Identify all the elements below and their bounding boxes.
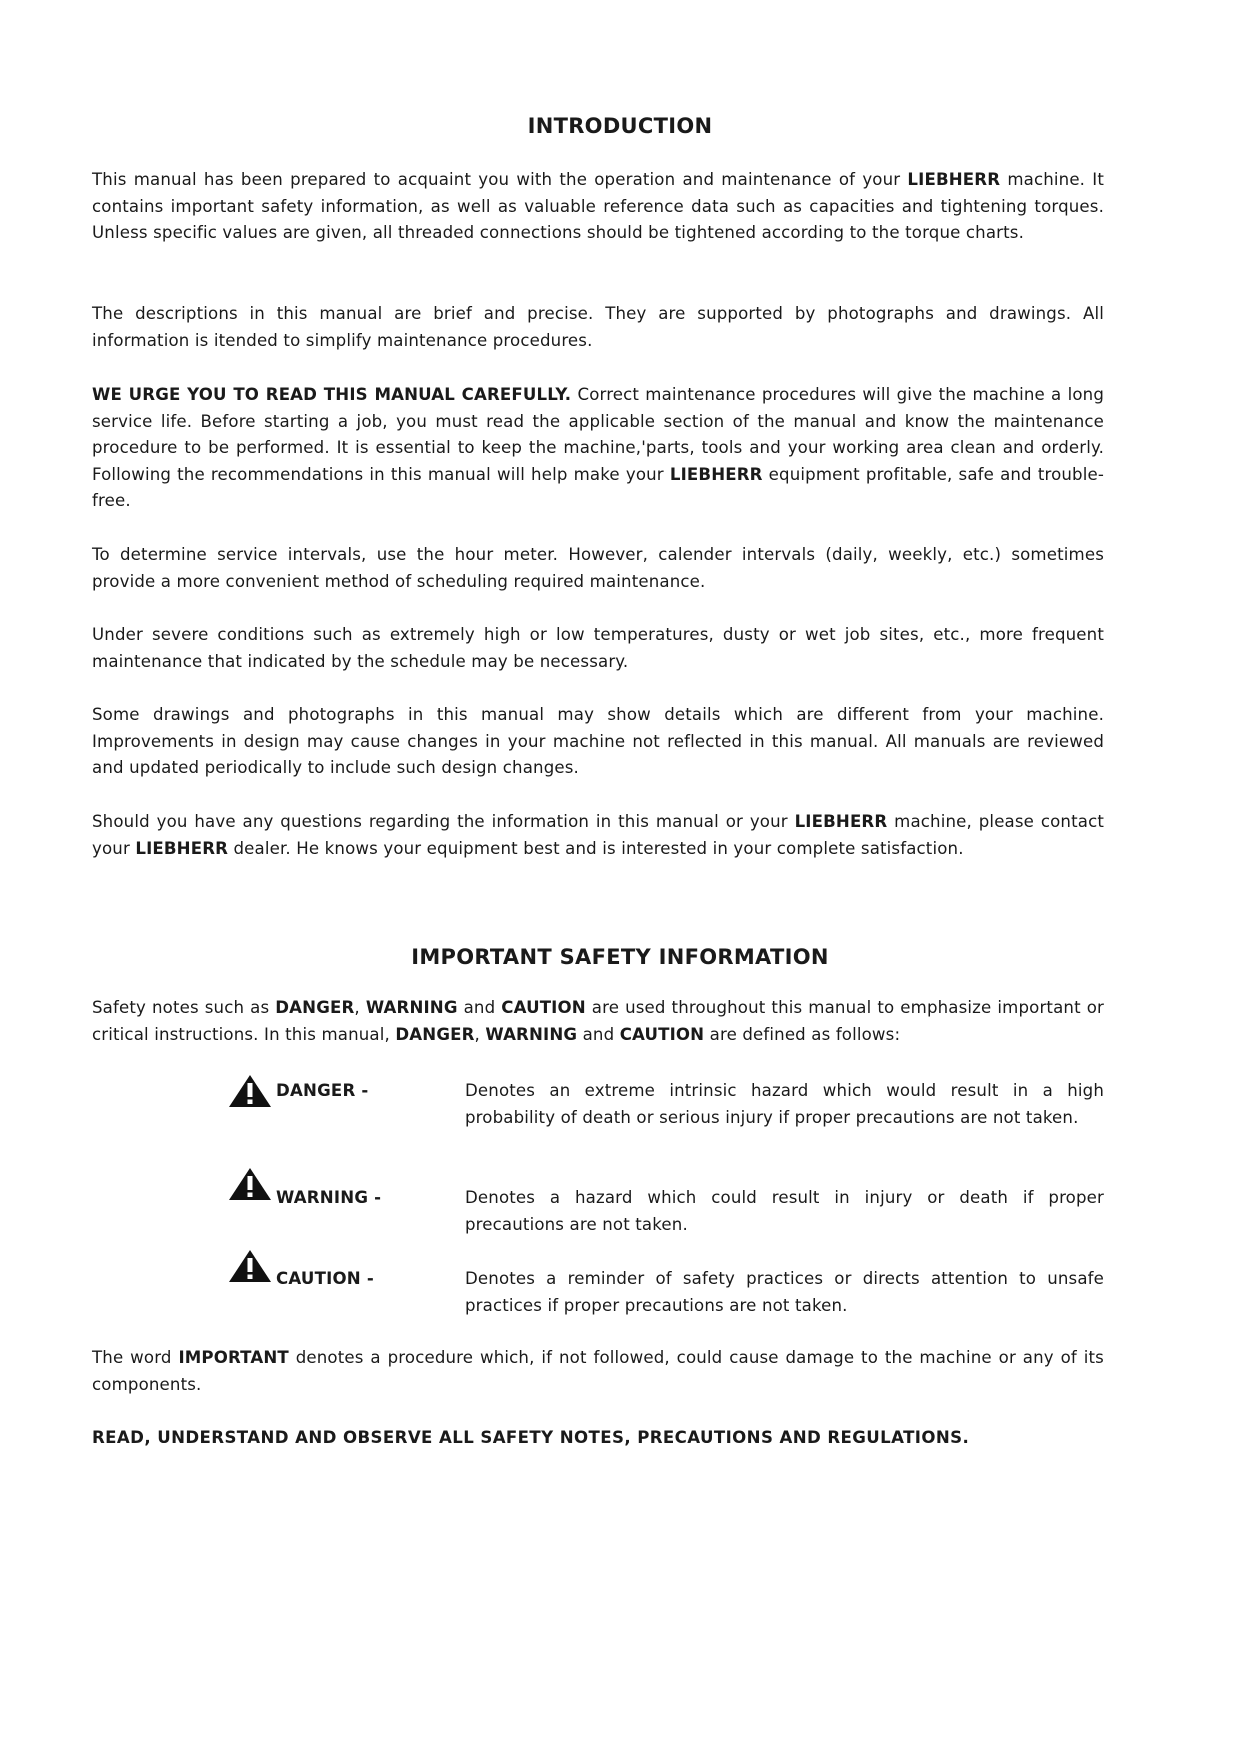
- intro-paragraph-6: Some drawings and photographs in this manual may show details which are different from your machine. Improvements in design may cause changes in your machine not reflected in this manual. All manuals are reviewed and updated periodically to include such design changes.: [92, 705, 1104, 777]
- text: Should you have any questions regarding the information in this manual or your: [92, 812, 795, 831]
- danger-word: DANGER: [275, 998, 355, 1017]
- text: are defined as follows:: [704, 1024, 901, 1044]
- caution-definition: Denotes a reminder of safety practices or directs attention to unsafe practices if proper precautions are not taken.: [465, 1269, 1104, 1315]
- intro-paragraph-3: [92, 382, 1104, 515]
- intro-paragraph-1: [92, 167, 1104, 247]
- caution-label: CAUTION -: [276, 1269, 374, 1288]
- text: machine, please contact your: [92, 812, 1105, 858]
- safety-intro-paragraph: [92, 995, 1104, 1048]
- warning-definition: Denotes a hazard which could result in injury or death if proper precautions are not taken.: [465, 1188, 1104, 1234]
- text: Correct maintenance procedures will give the machine a long service life. Before starting a job, you must read the applicable section of the manual and know the maintenance procedure to be performed. It is essential to keep the machine,'parts, tools and your working area clean and orderly. Following the recommendations in this manual will help make your: [92, 385, 1104, 484]
- warning-word: WARNING: [485, 1024, 578, 1044]
- warning-triangle-icon: [228, 1249, 272, 1283]
- text: The word: [92, 1348, 179, 1367]
- brand-name: LIEBHERR: [135, 838, 229, 858]
- final-safety-notice: READ, UNDERSTAND AND OBSERVE ALL SAFETY NOTES, PRECAUTIONS AND REGULATIONS.: [92, 1428, 970, 1447]
- danger-label: DANGER -: [276, 1081, 369, 1100]
- text: equipment profitable, safe and trouble-free.: [92, 464, 1104, 510]
- brand-name: LIEBHERR: [669, 464, 763, 484]
- warning-word: WARNING: [365, 998, 458, 1017]
- warning-label: WARNING -: [276, 1188, 382, 1207]
- text: are used throughout this manual to emphasize important or critical instructions. In this manual,: [92, 998, 1104, 1044]
- caution-word: CAUTION: [619, 1024, 705, 1044]
- text: and: [457, 998, 502, 1017]
- brand-name: LIEBHERR: [907, 170, 1001, 189]
- important-paragraph: [92, 1345, 1104, 1398]
- important-word: IMPORTANT: [178, 1348, 289, 1367]
- text: machine. It contains important safety information, as well as valuable reference data such as capacities and tightening torques. Unless specific values are given, all threaded connections should be tightened according to the torque charts.: [92, 170, 1104, 242]
- intro-paragraph-7: [92, 809, 1104, 862]
- text: Safety notes such as: [92, 998, 276, 1017]
- danger-definition: Denotes an extreme intrinsic hazard which would result in a high probability of death or serious injury if proper precautions are not taken.: [465, 1081, 1104, 1127]
- intro-paragraph-5: Under severe conditions such as extremely high or low temperatures, dusty or wet job sites, etc., more frequent maintenance that indicated by the schedule may be necessary.: [92, 625, 1104, 671]
- danger-word: DANGER: [395, 1024, 475, 1044]
- text: and: [577, 1024, 620, 1044]
- warning-triangle-icon: [228, 1167, 272, 1201]
- intro-paragraph-4: To determine service intervals, use the hour meter. However, calender intervals (daily, weekly, etc.) sometimes provide a more convenient method of scheduling required maintenance.: [92, 545, 1104, 591]
- text: denotes a procedure which, if not followed, could cause damage to the machine or any of its components.: [92, 1348, 1104, 1394]
- text: This manual has been prepared to acquaint you with the operation and maintenance of your: [92, 170, 908, 189]
- warning-triangle-icon: [228, 1074, 272, 1108]
- introduction-title: INTRODUCTION: [527, 114, 713, 138]
- safety-title: IMPORTANT SAFETY INFORMATION: [411, 945, 829, 969]
- intro-paragraph-2: The descriptions in this manual are brief and precise. They are supported by photographs and drawings. All information is itended to simplify maintenance procedures.: [92, 304, 1104, 350]
- text: dealer. He knows your equipment best and is interested in your complete satisfaction.: [228, 838, 964, 858]
- brand-name: LIEBHERR: [794, 812, 888, 831]
- text: ,: [474, 1024, 486, 1044]
- urge-read-text: WE URGE YOU TO READ THIS MANUAL CAREFULLY.: [92, 385, 572, 404]
- text: ,: [354, 998, 366, 1017]
- caution-word: CAUTION: [501, 998, 586, 1017]
